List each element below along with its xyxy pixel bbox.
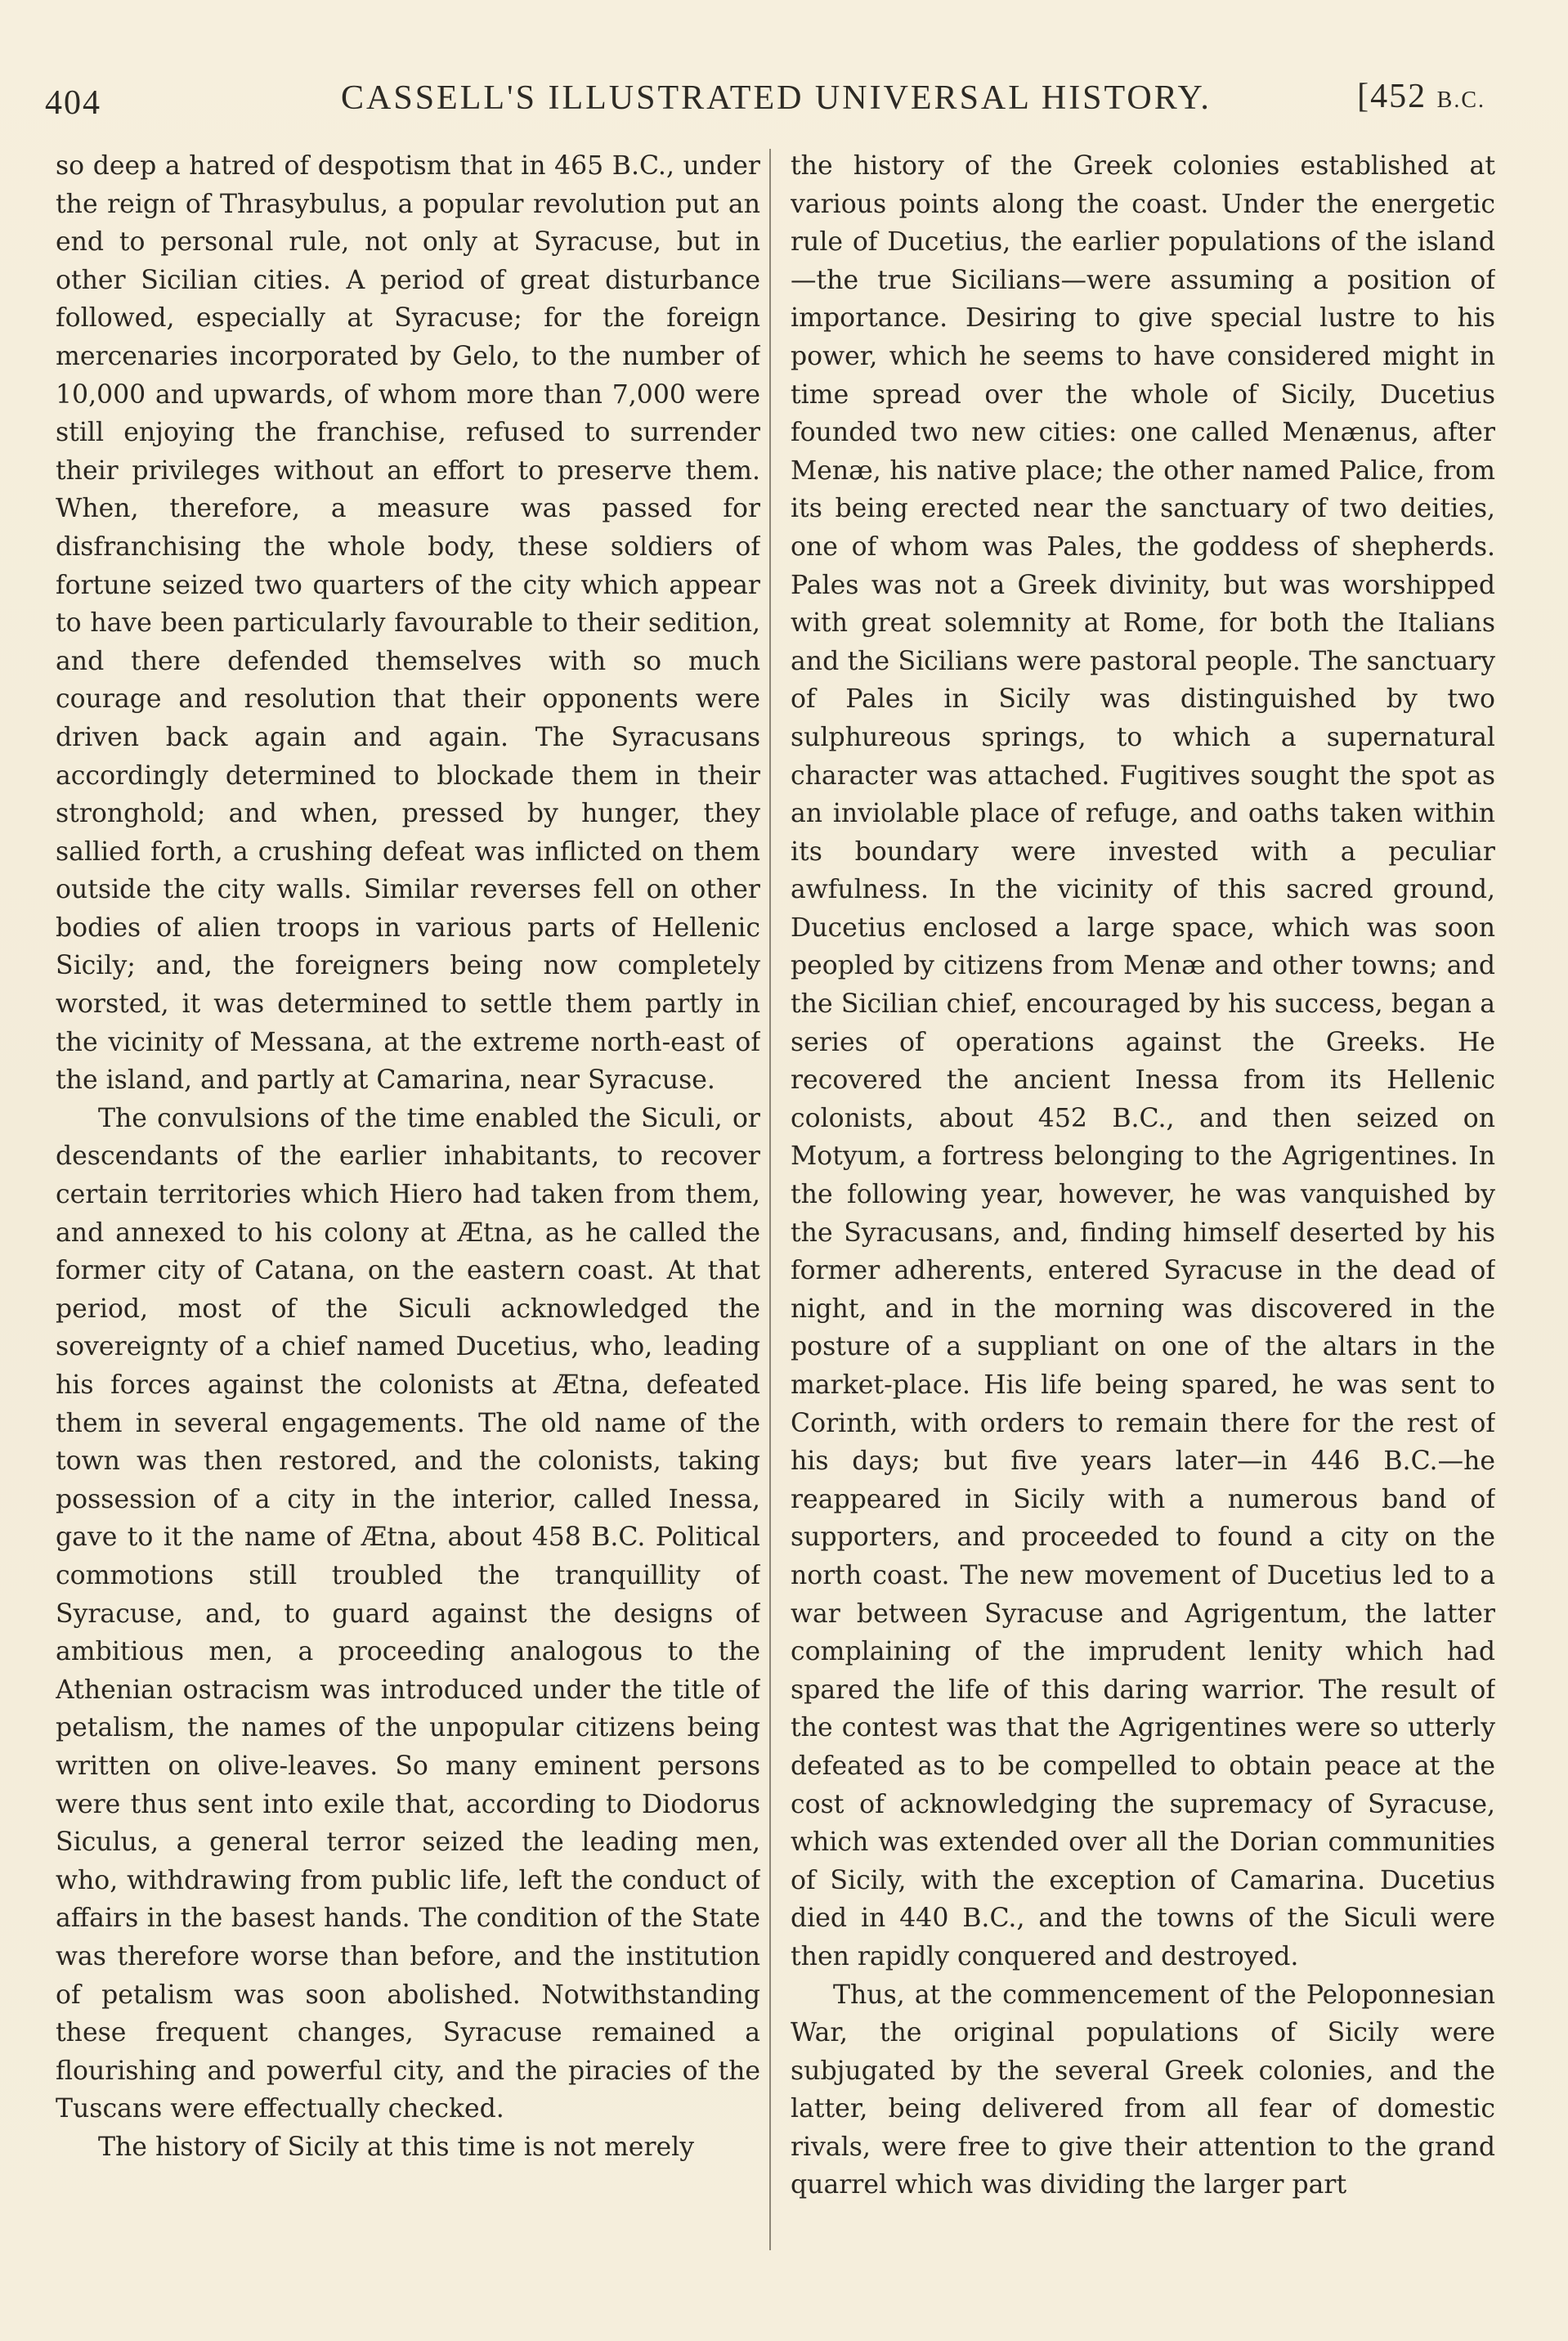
header-date xyxy=(1357,77,1485,116)
left-paragraph-2: The convulsions of the time enabled the Siculi, or descendants of the earlier inhabitants, to recover certain territories which Hiero had taken from them, and annexed to his colony at Ætna, as he called the former city of Catana, on the eastern coast. At that period, most of the Siculi acknowledged the sovereignty of a chief named Ducetius, who, leading his forces against the colonists at Ætna, defeated them in several engagements. The old name of the town was then restored, and the colonists, taking possession of a city in the interior, called Inessa, gave to it the name of Ætna, about 458 B.C. Political commotions still troubled the tranquillity of Syracuse, and, to guard against the designs of ambitious men, a proceeding analogous to the Athenian ostracism was introduced under the title of petalism, the names of the unpopular citizens being written on olive-leaves. So many eminent persons were thus sent into exile that, according to Diodorus Siculus, a general terror seized the leading men, who, withdrawing from public life, left the conduct of affairs in the basest hands. The condition of the State was therefore worse than before, and the institution of petalism was soon abolished. Notwithstanding these frequent changes, Syracuse remained a flourishing and powerful city, and the piracies of the Tuscans were effectually checked. xyxy=(56,1103,760,2124)
running-title: CASSELL'S ILLUSTRATED UNIVERSAL HISTORY. xyxy=(341,79,1212,117)
page-header xyxy=(45,72,1485,129)
page-number: 404 xyxy=(45,84,101,122)
column-divider xyxy=(769,149,771,2250)
header-date-era: B.C. xyxy=(1436,87,1485,113)
left-paragraph-3: The history of Sicily at this time is not merely xyxy=(98,2132,695,2162)
left-column xyxy=(56,147,760,2232)
right-paragraph-2: Thus, at the commencement of the Peloponnesian War, the original populations of Sicily were subjugated by the several Greek colonies, and the latter, being delivered from all fear of domestic rivals, were free to give their attention to the grand quarrel which was dividing the larger part xyxy=(791,1980,1495,2200)
header-date-year: [452 xyxy=(1357,78,1437,115)
left-paragraph-1: so deep a hatred of despotism that in 465 B.C., under the reign of Thrasybulus, a popular revolution put an end to personal rule, not only at Syracuse, but in other Sicilian cities. A period of great disturbance followed, especially at Syracuse; for the foreign mercenaries incorporated by Gelo, to the number of 10,000 and upwards, of whom more than 7,000 were still enjoying the franchise, refused to surrender their privileges without an effort to preserve them. When, therefore, a measure was passed for disfranchising the whole body, these soldiers of fortune seized two quarters of the city which appear to have been particularly favourable to their sedition, and there defended themselves with so much courage and resolution that their opponents were driven back again and again. The Syracusans accordingly determined to blockade them in their stronghold; and when, pressed by hunger, they sallied forth, a crushing defeat was inflicted on them outside the city walls. Similar reverses fell on other bodies of alien troops in various parts of Hellenic Sicily; and, the foreigners being now completely worsted, it was determined to settle them partly in the vicinity of Messana, at the extreme north-east of the island, and partly at Camarina, near Syracuse. xyxy=(56,151,760,1096)
right-column xyxy=(791,147,1495,2232)
right-paragraph-1: the history of the Greek colonies established at various points along the coast. Under the energetic rule of Ducetius, the earlier populations of the island—the true Sicilians—were assuming a position of importance. Desiring to give special lustre to his power, which he seems to have considered might in time spread over the whole of Sicily, Ducetius founded two new cities: one called Menænus, after Menæ, his native place; the other named Palice, from its being erected near the sanctuary of two deities, one of whom was Pales, the goddess of shepherds. Pales was not a Greek divinity, but was worshipped with great solemnity at Rome, for both the Italians and the Sicilians were pastoral people. The sanctuary of Pales in Sicily was distinguished by two sulphureous springs, to which a supernatural character was attached. Fugitives sought the spot as an inviolable place of refuge, and oaths taken within its boundary were invested with a peculiar awfulness. In the vicinity of this sacred ground, Ducetius enclosed a large space, which was soon peopled by citizens from Menæ and other towns; and the Sicilian chief, encouraged by his success, began a series of operations against the Greeks. He recovered the ancient Inessa from its Hellenic colonists, about 452 B.C., and then seized on Motyum, a fortress belonging to the Agrigentines. In the following year, however, he was vanquished by the Syracusans, and, finding himself deserted by his former adherents, entered Syracuse in the dead of night, and in the morning was discovered in the posture of a suppliant on one of the altars in the market-place. His life being spared, he was sent to Corinth, with orders to remain there for the rest of his days; but five years later—in 446 B.C.—he reappeared in Sicily with a numerous band of supporters, and proceeded to found a city on the north coast. The new movement of Ducetius led to a war between Syracuse and Agrigentum, the latter complaining of the imprudent lenity which had spared the life of this daring warrior. The result of the contest was that the Agrigentines were so utterly defeated as to be compelled to obtain peace at the cost of acknowledging the supremacy of Syracuse, which was extended over all the Dorian communities of Sicily, with the exception of Camarina. Ducetius died in 440 B.C., and the towns of the Siculi were then rapidly conquered and destroyed. xyxy=(791,151,1495,1971)
